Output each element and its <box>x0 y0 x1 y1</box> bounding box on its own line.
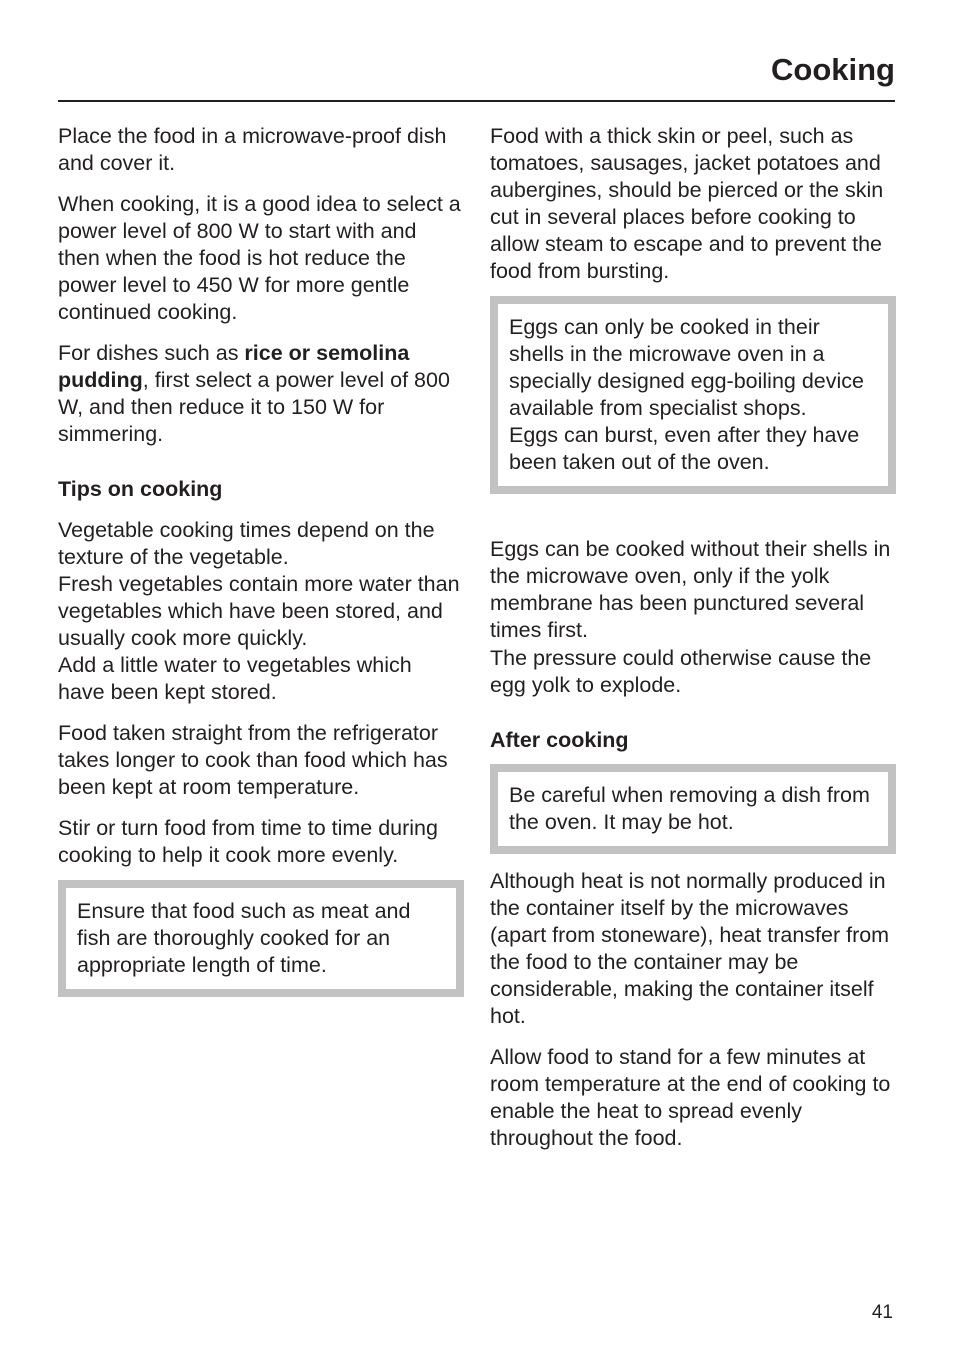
warning-box <box>490 296 896 495</box>
paragraph: Food taken straight from the refrigerator takes longer to cook than food which has been kept at room temperature. <box>58 720 448 799</box>
warning-text: Eggs can only be cooked in their shells in the microwave oven in a specially designed egg-boiling device available from specialist shops. <box>509 314 864 420</box>
paragraph: Stir or turn food from time to time during cooking to help it cook more evenly. <box>58 815 438 867</box>
page-number: 41 <box>871 1302 893 1323</box>
right-column <box>490 123 896 1152</box>
left-column <box>58 123 464 997</box>
page-title: Cooking <box>771 52 895 87</box>
paragraph-line: Add a little water to vegetables which have been kept stored. <box>58 653 412 705</box>
paragraph-line: The pressure could otherwise cause the egg yolk to explode. <box>490 645 872 697</box>
warning-box <box>58 880 464 997</box>
paragraph-line: Eggs can be cooked without their shells in the microwave oven, only if the yolk membrane has been punctured several times first. <box>490 537 891 643</box>
paragraph-text: , first select a power level of 800 W, and then reduce it to 150 W for simmering. <box>58 367 450 446</box>
warning-box <box>490 764 896 854</box>
paragraph <box>58 340 464 448</box>
header-rule <box>58 100 895 102</box>
section-heading-tips: Tips on cooking <box>58 477 223 502</box>
paragraph-text: For dishes such as <box>58 340 245 365</box>
bold-text: rice or semolina pudding <box>58 340 410 392</box>
paragraph-line: Vegetable cooking times depend on the texture of the vegetable. <box>58 517 435 569</box>
warning-text: Eggs can burst, even after they have been taken out of the oven. <box>509 422 860 475</box>
paragraph: Although heat is not normally produced in the container itself by the microwaves (apart from stoneware), heat transfer from the food to the container may be considerable, making the container itself hot. <box>490 868 890 1029</box>
paragraph-line: Fresh vegetables contain more water than vegetables which have been stored, and usually cook more quickly. <box>58 571 460 650</box>
paragraph: When cooking, it is a good idea to select a power level of 800 W to start with and then when the food is hot reduce the power level to 450 W for more gentle continued cooking. <box>58 191 461 325</box>
warning-text: Ensure that food such as meat and fish are thoroughly cooked for an appropriate length of time. <box>77 898 411 977</box>
section-heading-after: After cooking <box>490 727 629 752</box>
paragraph: Food with a thick skin or peel, such as tomatoes, sausages, jacket potatoes and aubergines, should be pierced or the skin cut in several places before cooking to allow steam to escape and to prevent the food from bursting. <box>490 124 884 284</box>
paragraph: Place the food in a microwave-proof dish and cover it. <box>58 124 447 176</box>
paragraph: Allow food to stand for a few minutes at room temperature at the end of cooking to enable the heat to spread evenly throughout the food. <box>490 1045 891 1151</box>
warning-text: Be careful when removing a dish from the oven. It may be hot. <box>509 782 870 834</box>
